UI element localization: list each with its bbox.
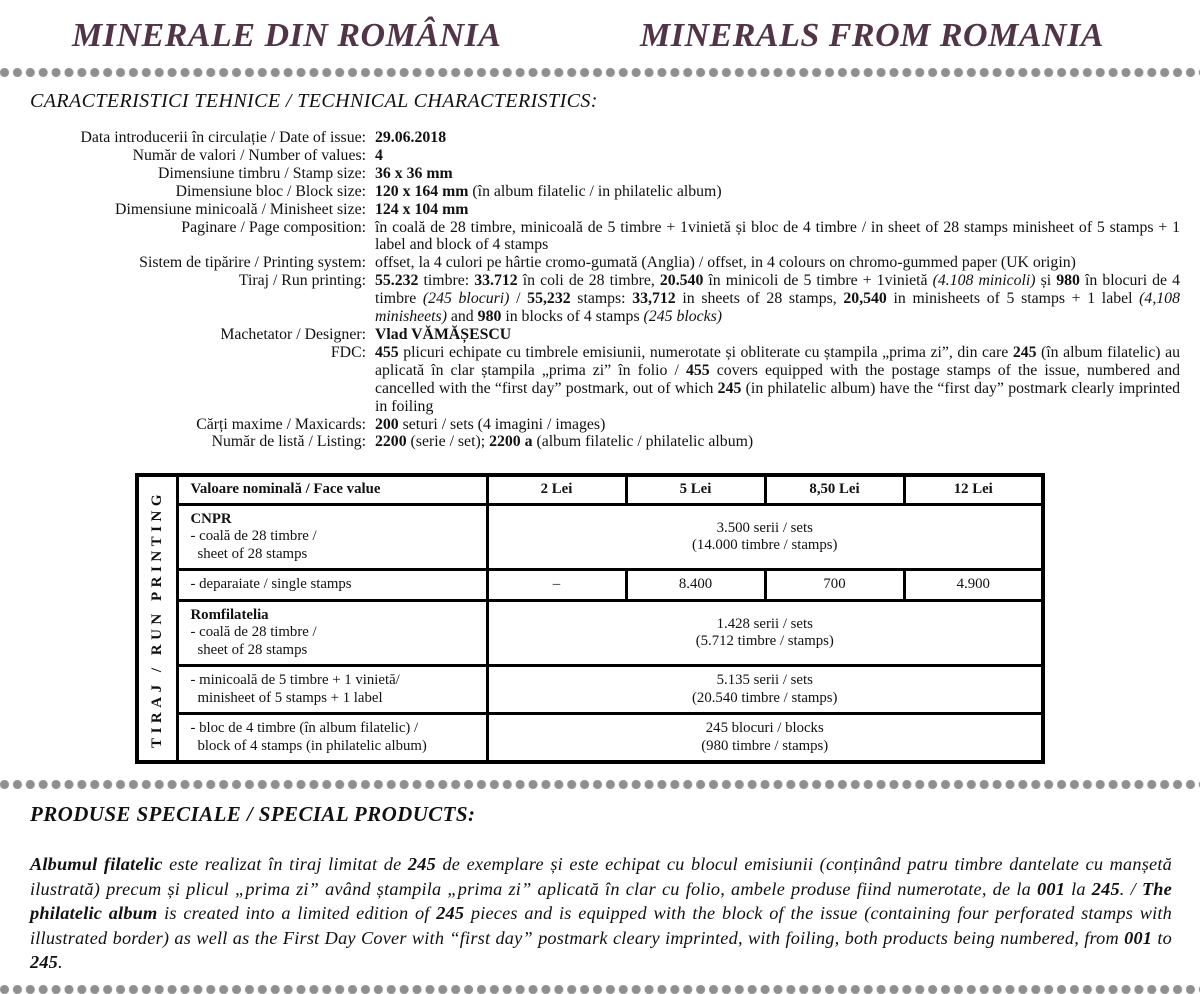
table-row-label: CNPR - coală de 28 timbre / sheet of 28 stamps bbox=[177, 504, 487, 570]
table-cell-single-850-lei: 700 bbox=[765, 570, 904, 601]
table-row-label: Romfilatelia - coală de 28 timbre / sheet of 28 stamps bbox=[177, 600, 487, 666]
detail-label-date-of-issue: Data introducerii în circulație / Date of issue: bbox=[80, 129, 366, 146]
detail-label-page-composition: Paginare / Page composition: bbox=[181, 218, 366, 236]
detail-value-designer: Vlad VĂMĂȘESCU bbox=[375, 325, 512, 343]
table-cell-single-5-lei: 8.400 bbox=[626, 570, 765, 601]
table-row-minisheet bbox=[137, 666, 1043, 714]
table-row-cnpr-sheet bbox=[137, 504, 1043, 570]
table-cell-cnpr-sheet-total: 3.500 serii / sets (14.000 timbre / stamps) bbox=[487, 504, 1043, 570]
detail-value-number-of-values: 4 bbox=[375, 146, 383, 164]
title-english: MINERALS FROM ROMANIA bbox=[640, 17, 1104, 54]
table-header-2-lei: 2 Lei bbox=[487, 475, 626, 504]
dotted-separator-bottom bbox=[0, 985, 1200, 994]
table-row-label: - deparaiate / single stamps bbox=[177, 570, 487, 601]
detail-value-listing: 2200 (serie / set); 2200 a (album filatelic / philatelic album) bbox=[375, 433, 754, 451]
table-cell-single-2-lei: – bbox=[487, 570, 626, 601]
special-products-paragraph: Albumul filatelic este realizat în tiraj limitat de 245 de exemplare și este echipat cu blocul emisiunii (conținând patru timbre dantelate cu manșetă ilustrată) precum și plicul „prima zi” având ștampila „prima zi” aplicată în clar cu folio, ambele produse fiind numerotate, de la 001 la 245. / The philatelic album is created into a limited edition of 245 pieces and is equipped with the block of the issue (containing four perforated stamps with illustrated border) as well as the First Day Cover with “first day” postmark cleary imprinted, with foiling, both products being numbered, from 001 to 245. bbox=[30, 854, 1172, 973]
table-header-face-value: Valoare nominală / Face value bbox=[177, 475, 487, 504]
detail-value-minisheet-size: 124 x 104 mm bbox=[375, 200, 469, 218]
detail-value-stamp-size: 36 x 36 mm bbox=[375, 164, 453, 182]
detail-label-designer: Machetator / Designer: bbox=[220, 325, 366, 343]
table-cell-single-12-lei: 4.900 bbox=[904, 570, 1043, 601]
table-header-12-lei: 12 Lei bbox=[904, 475, 1043, 504]
table-side-label: TIRAJ / RUN PRINTING bbox=[148, 489, 165, 748]
detail-label-run-printing: Tiraj / Run printing: bbox=[238, 272, 366, 290]
table-row-romfilatelia-sheet bbox=[137, 600, 1043, 666]
table-row-block bbox=[137, 714, 1043, 763]
detail-label-block-size: Dimensiune bloc / Block size: bbox=[175, 182, 366, 200]
tech-details-list bbox=[30, 129, 1180, 451]
detail-value-page-composition: în coală de 28 timbre, minicoală de 5 timbre + 1vinietă și bloc de 4 timbre / in sheet of 28 stamps minisheet of 5 stamps + 1 label and block of 4 stamps bbox=[375, 218, 1180, 254]
detail-label-maxicards: Cărți maxime / Maxicards: bbox=[196, 415, 366, 433]
detail-label-listing: Număr de listă / Listing: bbox=[211, 433, 366, 451]
title-romanian: MINERALE DIN ROMÂNIA bbox=[72, 17, 502, 54]
detail-label-number-of-values: Număr de valori / Number of values: bbox=[132, 146, 366, 164]
detail-value-fdc: 455 plicuri echipate cu timbrele emisiunii, numerotate și obliterate cu ștampila „prima zi”, din care 245 (în album filatelic) au aplicată în clar ștampila „prima zi” în folio / 455 covers equipped with the postage stamps of the issue, numbered and cancelled with the “first day” postmark, out of which 245 (in philatelic album) have the “first day” postmark clearly imprinted in foiling bbox=[375, 343, 1181, 415]
special-products-heading: PRODUSE SPECIALE / SPECIAL PRODUCTS: bbox=[30, 802, 476, 827]
detail-label-fdc: FDC: bbox=[330, 343, 366, 361]
detail-value-maxicards: 200 seturi / sets (4 imagini / images) bbox=[375, 415, 606, 433]
detail-value-block-size: 120 x 164 mm (în album filatelic / in philatelic album) bbox=[375, 182, 722, 200]
detail-label-stamp-size: Dimensiune timbru / Stamp size: bbox=[158, 164, 366, 182]
tech-characteristics-heading: CARACTERISTICI TEHNICE / TECHNICAL CHARACTERISTICS: bbox=[30, 90, 598, 112]
table-row-single-stamps bbox=[137, 570, 1043, 601]
detail-value-printing-system: offset, la 4 culori pe hârtie cromo-gumată (Anglia) / offset, in 4 colours on chromo-gummed paper (UK origin) bbox=[375, 254, 1076, 272]
table-header-row bbox=[137, 475, 1043, 504]
dotted-separator-top bbox=[0, 68, 1200, 77]
table-side-label-cell bbox=[137, 475, 177, 762]
detail-label-printing-system: Sistem de tipărire / Printing system: bbox=[139, 254, 366, 272]
table-header-5-lei: 5 Lei bbox=[626, 475, 765, 504]
table-cell-romfilatelia-sheet-total: 1.428 serii / sets (5.712 timbre / stamps) bbox=[487, 600, 1043, 666]
run-printing-table bbox=[135, 473, 1045, 764]
document-title-bar bbox=[0, 0, 1200, 56]
table-cell-minisheet-total: 5.135 serii / sets (20.540 timbre / stamps) bbox=[487, 666, 1043, 714]
detail-value-run-printing: 55.232 timbre: 33.712 în coli de 28 timbre, 20.540 în minicoli de 5 timbre + 1vinietă (4.108 minicoli) și 980 în blocuri de 4 timbre (245 blocuri) / 55,232 stamps: 33,712 in sheets of 28 stamps, 20,540 in minisheets of 5 stamps + 1 label (4,108 minisheets) and 980 in blocks of 4 stamps (245 blocks) bbox=[375, 272, 1181, 326]
table-header-850-lei: 8,50 Lei bbox=[765, 475, 904, 504]
table-cell-block-total: 245 blocuri / blocks (980 timbre / stamps) bbox=[487, 714, 1043, 763]
table-row-label: - minicoală de 5 timbre + 1 vinietă/ minisheet of 5 stamps + 1 label bbox=[177, 666, 487, 714]
table-row-label: - bloc de 4 timbre (în album filatelic) / block of 4 stamps (in philatelic album) bbox=[177, 714, 487, 763]
dotted-separator-middle bbox=[0, 780, 1200, 789]
detail-label-minisheet-size: Dimensiune minicoală / Minisheet size: bbox=[115, 200, 366, 218]
detail-value-date-of-issue: 29.06.2018 bbox=[375, 129, 447, 146]
